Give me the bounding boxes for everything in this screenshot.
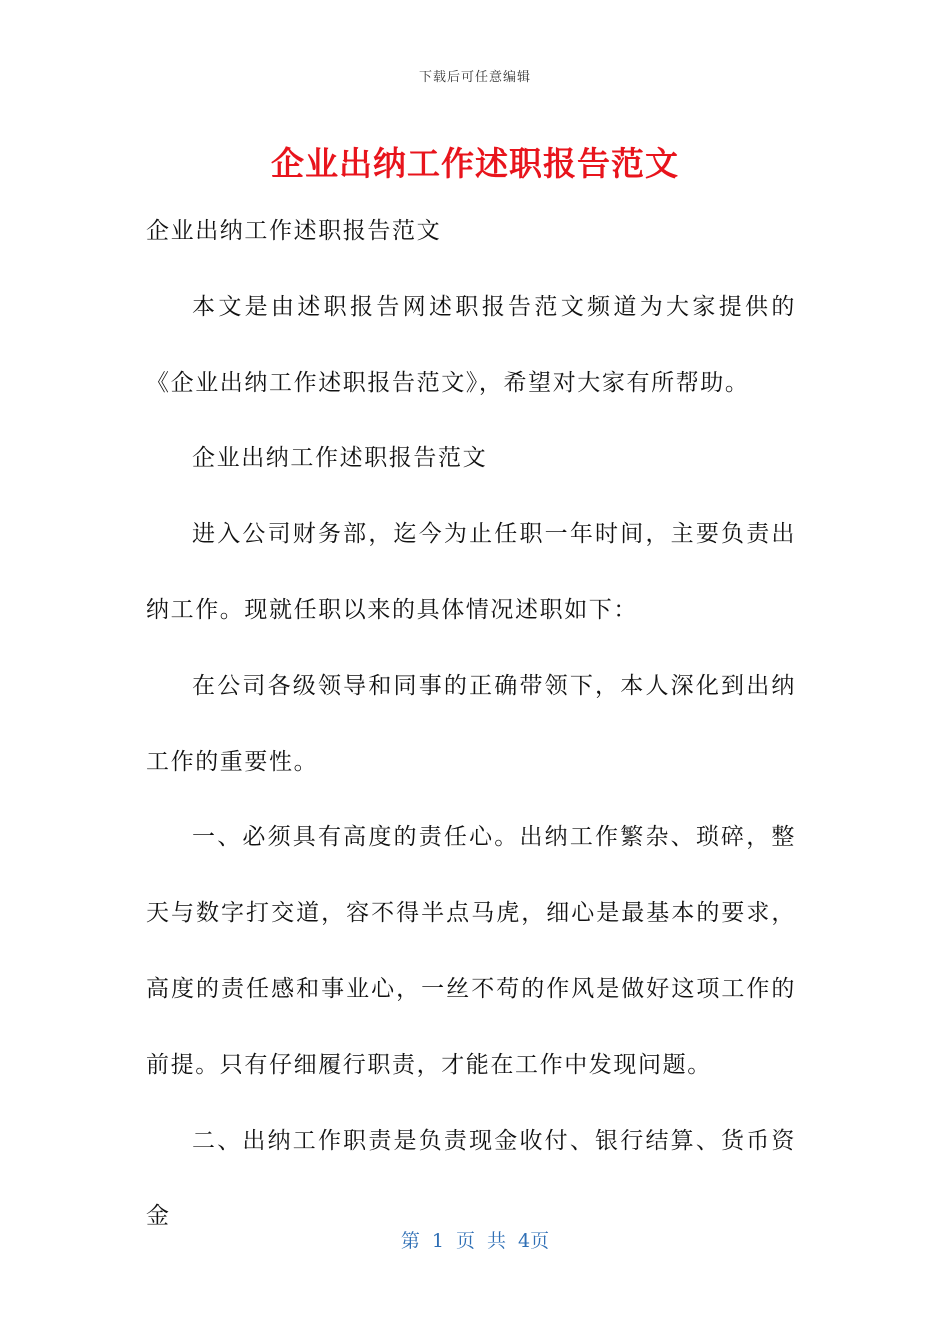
footer-total-pages: 4页 [518, 1230, 550, 1252]
paragraph-intro: 本文是由述职报告网述职报告范文频道为大家提供的《企业出纳工作述职报告范文》，希望对大家有所帮助。 [146, 293, 796, 396]
page-number-footer [0, 1226, 950, 1253]
footer-prefix: 第 [400, 1230, 420, 1252]
paragraph-heading: 企业出纳工作述职报告范文 [192, 445, 488, 472]
document-body [146, 194, 796, 1255]
footer-page-word: 页 [455, 1230, 475, 1252]
page-header-note: 下载后可任意编辑 [418, 70, 531, 85]
paragraph-leadership: 在公司各级领导和同事的正确带领下，本人深化到出纳工作的重要性。 [146, 672, 796, 775]
paragraph-point-one: 一、必须具有高度的责任心。出纳工作繁杂、琐碎，整天与数字打交道，容不得半点马虎，细心是最基本的要求，高度的责任感和事业心，一丝不苟的作风是做好这项工作的前提。只有仔细履行职责，才能在工作中发现问题。 [146, 824, 796, 1078]
paragraph-subtitle: 企业出纳工作述职报告范文 [146, 218, 442, 244]
paragraph-overview: 进入公司财务部，迄今为止任职一年时间，主要负责出纳工作。现就任职以来的具体情况述职如下： [146, 521, 796, 623]
footer-current-page: 1 [431, 1230, 444, 1252]
footer-total-prefix: 共 [487, 1230, 507, 1252]
paragraph-point-two: 二、出纳工作职责是负责现金收付、银行结算、货币资金 [146, 1127, 796, 1230]
document-title: 企业出纳工作述职报告范文 [271, 144, 679, 183]
